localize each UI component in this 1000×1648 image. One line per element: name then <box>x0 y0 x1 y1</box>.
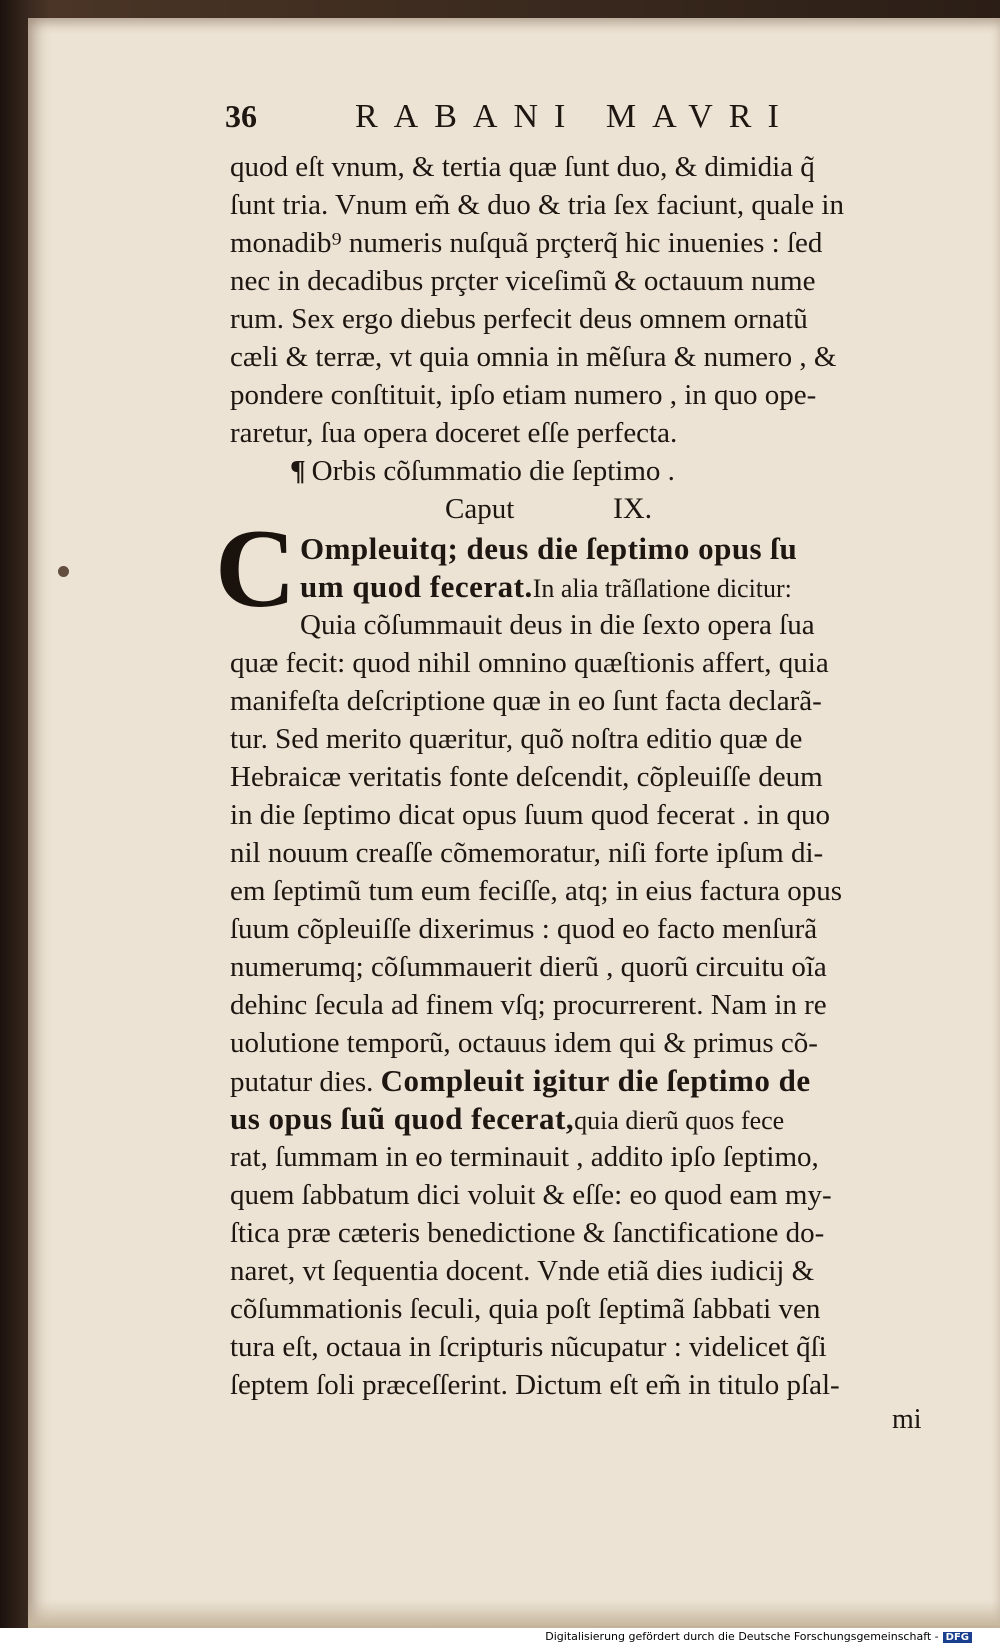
section-heading-text: Orbis cõſummatio die ſeptimo . <box>311 455 675 487</box>
section-heading <box>290 452 1000 492</box>
text-line: nec in decadibus prçter viceſimũ & octauum nume <box>230 265 816 297</box>
text-line: quem ſabbatum dici voluit & eſſe: eo quod eam my- <box>230 1179 832 1211</box>
gothic-text: um quod fecerat. <box>300 569 533 604</box>
chapter-number: IX. <box>613 492 653 525</box>
running-header <box>225 98 845 142</box>
text-line: tura eſt, octaua in ſcripturis nũcupatur : videlicet q̃ſi <box>230 1331 827 1363</box>
text-line: tur. Sed merito quæritur, quõ noſtra editio quæ de <box>230 723 803 755</box>
text-line: ſeptem ſoli præceſſerint. Dictum eſt em̃ in titulo pſal- <box>230 1369 840 1401</box>
page-number: 36 <box>225 98 257 134</box>
gothic-text: Compleuit igitur die ſeptimo de <box>380 1063 811 1098</box>
text-line: ſuum cõpleuiſſe dixerimus : quod eo facto menſurã <box>230 913 818 945</box>
dfg-logo: DFG <box>943 1632 972 1643</box>
mixed-text-line <box>230 1062 940 1102</box>
drop-initial: C <box>215 507 296 631</box>
text-line: raretur, ſua opera doceret eſſe perfecta. <box>230 417 678 449</box>
text-line: em ſeptimũ tum eum feciſſe, atq; in eius factura opus <box>230 875 843 907</box>
text-line: ſunt tria. Vnum em̃ & duo & tria ſex faciunt, quale in <box>230 189 844 221</box>
text-line: quod eſt vnum, & tertia quæ ſunt duo, & dimidia q̃ <box>230 151 815 183</box>
ink-spot <box>58 566 69 577</box>
text-line: quæ fecit: quod nihil omnino quæſtionis affert, quia <box>230 647 829 679</box>
page-edge-shadow <box>28 1600 1000 1628</box>
pilcrow-icon: ¶ <box>290 455 306 487</box>
text-line: manifeſta deſcriptione quæ in eo ſunt facta declarã- <box>230 685 822 717</box>
text-line: in die ſeptimo dicat opus ſuum quod fecerat . in quo <box>230 799 831 831</box>
text-line: rat, ſummam in eo terminauit , addito ipſo ſeptimo, <box>230 1141 819 1173</box>
chapter-label: Caput <box>445 493 515 525</box>
text-line: Quia cõſummauit deus in die ſexto opera ſua <box>300 609 815 641</box>
roman-text: quia dierũ quos fece <box>574 1106 785 1135</box>
chapter-heading <box>230 490 940 530</box>
text-line: monadib⁹ numeris nuſquã prçterq̃ hic inuenies : ſed <box>230 227 823 259</box>
catchword: mi <box>892 1404 922 1435</box>
text-line: uolutione temporũ, octauus idem qui & primus cõ- <box>230 1027 818 1059</box>
text-line: rum. Sex ergo diebus perfecit deus omnem ornatũ <box>230 303 808 335</box>
text-line: cæli & terræ, vt quia omnia in mẽſura & numero , & <box>230 341 837 373</box>
text-line: naret, vt ſequentia docent. Vnde etiã dies iudicij & <box>230 1255 815 1287</box>
text-line: nil nouum creaſſe cõmemoratur, niſi forte ipſum di- <box>230 837 824 869</box>
roman-text: In alia trãſlatione dicitur: <box>532 574 792 603</box>
text-line: pondere conſtituit, ipſo etiam numero , in quo ope- <box>230 379 817 411</box>
text-line: Hebraicæ veritatis fonte deſcendit, cõpleuiſſe deum <box>230 761 823 793</box>
text-line: ſtica præ cæteris benedictione & ſanctificatione do- <box>230 1217 825 1249</box>
running-title: RABANI MAVRI <box>355 98 795 135</box>
roman-text: putatur dies. <box>230 1066 374 1098</box>
text-line: numerumq; cõſummauerit dierũ , quorũ circuitu oĩa <box>230 951 827 983</box>
gothic-text: us opus ſuũ quod fecerat, <box>230 1101 575 1136</box>
funding-notice <box>545 1630 972 1643</box>
mixed-text-line <box>230 1100 940 1140</box>
chapter-opening-line: Ompleuitq; deus die ſeptimo opus ſu <box>300 531 798 566</box>
funding-text: Digitalisierung gefördert durch die Deutsche Forschungsgemeinschaft - <box>545 1630 939 1643</box>
text-line: cõſummationis ſeculi, quia poſt ſeptimã ſabbati ven <box>230 1293 821 1325</box>
text-line: dehinc ſecula ad finem vſq; procurrerent. Nam in re <box>230 989 827 1021</box>
chapter-opening-line-2 <box>300 568 940 608</box>
